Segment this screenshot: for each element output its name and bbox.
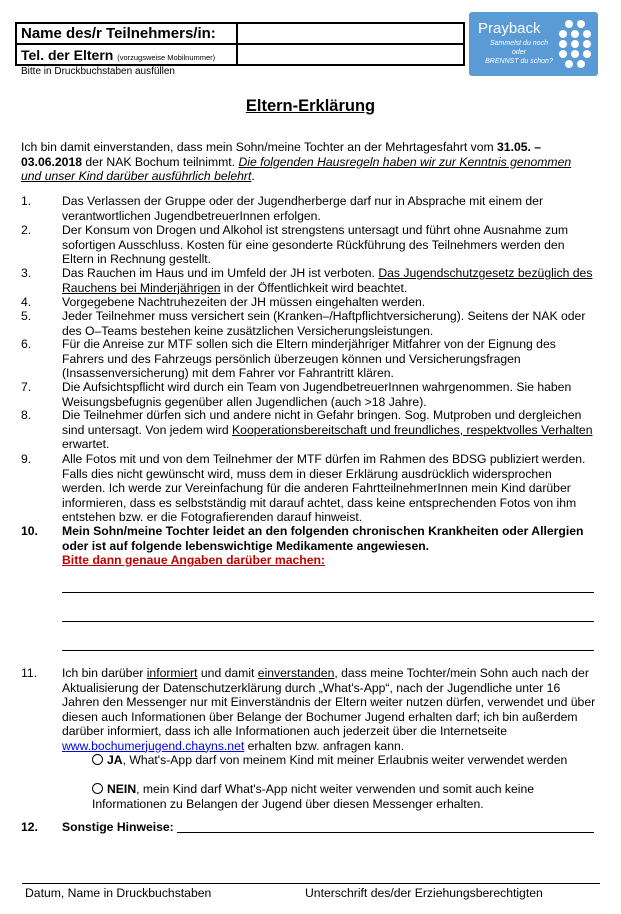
whatsapp-text-c: , dass meine Tochter/mein Sohn auch nach der Aktualisierung der Datenschutzerklärung durch „What's-App“, nach der Jugendliche unter 16 Jahren den Messenger nur mit Einverständnis der Eltern weiter nutzen dürfen, verwendet und über diesen auch Informationen über Belange der Bochumer Jugend erhalten darf; ich bin außerdem darüber informiert, dass ich alle Informationen auch jederzeit über die Internetseite: [62, 666, 596, 738]
rule-item-1: [21, 194, 596, 223]
rule-item-7: [21, 380, 596, 409]
rule-number: 6.: [21, 337, 32, 351]
intro-text-1: Ich bin damit einverstanden, dass mein Sohn/meine Tochter an der Mehrtagesfahrt vom: [21, 140, 498, 154]
no-label-bold: NEIN: [107, 782, 137, 796]
rule-text: Für die Anreise zur MTF sollen sich die Eltern minderjähriger Mitfahrer von der Eignung des Fahrers und des Fahrzeugs persönlich überzeugen können und Versicherungsfragen (Insassenversicherung) mit dem Fahrer vor Fahrantritt klären.: [62, 337, 556, 380]
document-title: Eltern-Erklärung: [245, 97, 376, 115]
option-yes[interactable]: [92, 753, 567, 768]
health-details-prompt: Bitte dann genaue Angaben darüber machen:: [62, 553, 325, 567]
rule-text: Der Konsum von Drogen und Alkohol ist strengstens untersagt und führt ohne Ausnahme zum sofortigen Ausschluss. Kosten für eine gesonderte Rückführung des Teilnehmers werden den Eltern in Rechnung gestellt.: [62, 223, 569, 266]
rule-number: 12.: [21, 820, 38, 834]
website-link[interactable]: www.bochumerjugend.chayns.net: [62, 738, 245, 753]
rule-number: 8.: [21, 408, 32, 422]
rule-text: [62, 266, 596, 295]
participant-name-field[interactable]: [237, 23, 464, 44]
logo-title: Prayback: [478, 20, 541, 37]
youth-protection-law-text: Das Jugendschutzgesetz bezüglich des Rauchens bei Minderjährigen: [62, 266, 593, 295]
rule-item-8: [21, 408, 596, 452]
rule-item-3: [21, 266, 596, 295]
rule-text-pre: Die Teilnehmer dürfen sich und andere nicht in Gefahr bringen. Sog. Mutproben und dergleichen sind untersagt. Von jedem wird: [62, 408, 582, 437]
rule-number: 3.: [21, 266, 32, 280]
no-label: , mein Kind darf What's-App nicht weiter verwenden und somit auch keine Informationen zu Belangen der Jugend über diesen Messenger erhalten.: [92, 782, 535, 811]
rule-text: Jeder Teilnehmer muss versichert sein (Kranken–/Haftpflichtversicherung). Seitens der NAK oder des O–Teams bestehen keine zusätzlichen Versicherungsleistungen.: [62, 309, 586, 338]
rule-number: 1.: [21, 194, 32, 208]
whatsapp-text-d: erhalten bzw. anfragen kann.: [244, 738, 405, 753]
rule-text-post: in der Öffentlichkeit wird beachtet.: [220, 280, 408, 295]
trip-dates: 31.05. – 03.06.2018: [21, 140, 542, 169]
logo-slogan-line1: Sammelst du noch: [490, 40, 548, 47]
rule-number: 4.: [21, 295, 32, 309]
yes-label: , What's-App darf von meinem Kind mit meiner Erlaubnis weiter verwendet werden: [122, 753, 568, 767]
health-details-line-3[interactable]: [62, 650, 594, 651]
rule-number: 5.: [21, 309, 32, 323]
rule-text-post: erwartet.: [62, 437, 110, 451]
parents-phone-hint: (vorzugsweise Mobilnummer): [117, 52, 216, 62]
rule-item-4: [21, 295, 596, 310]
rule-text: [62, 524, 596, 568]
date-name-label: Datum, Name in Druckbuchstaben: [25, 886, 212, 900]
parents-phone-label: [16, 44, 237, 65]
prayback-logo: [469, 12, 598, 76]
rule-item-11: [21, 666, 596, 753]
yes-radio[interactable]: [92, 754, 103, 765]
no-radio[interactable]: [92, 783, 103, 794]
rule-number: 9.: [21, 452, 32, 466]
other-notes-line[interactable]: [177, 832, 594, 833]
participant-name-label: Name des/r Teilnehmers/in:: [16, 23, 237, 44]
other-notes-label: Sonstige Hinweise:: [62, 820, 174, 834]
health-statement: Mein Sohn/meine Tochter leidet an den folgenden chronischen Krankheiten oder Allergien oder ist auf folgende lebenswichtige Medikamente angewiesen.: [62, 524, 584, 553]
house-rules-statement: Die folgenden Hausregeln haben wir zur Kenntnis genommen und unser Kind darüber ausführlich belehrt: [21, 154, 572, 183]
health-details-line-1[interactable]: [62, 592, 594, 593]
parents-phone-text: Tel. der Eltern: [21, 46, 114, 63]
whatsapp-text-b: und damit: [197, 666, 258, 680]
rule-number: 10.: [21, 524, 38, 538]
option-no[interactable]: [92, 782, 562, 811]
block-letters-note: Bitte in Druckbuchstaben ausfüllen: [21, 66, 175, 77]
dots-logo-icon: [558, 19, 592, 69]
logo-slogan-line3: BRENNST du schon?: [485, 58, 553, 65]
intro-paragraph: [21, 140, 591, 184]
intro-text-2: der NAK Bochum teilnimmt.: [82, 154, 239, 169]
rule-text-pre: Das Rauchen im Haus und im Umfeld der JH ist verboten.: [62, 266, 379, 280]
rule-item-5: [21, 309, 596, 338]
rule-number: 11.: [21, 666, 38, 680]
health-details-line-2[interactable]: [62, 621, 594, 622]
agreed-text: einverstanden: [257, 666, 335, 680]
yes-label-bold: JA: [107, 753, 123, 767]
signature-label: Unterschrift des/der Erziehungsberechtigten: [305, 886, 543, 900]
rule-item-9: [21, 452, 596, 525]
rule-item-2: [21, 223, 596, 267]
informed-text: informiert: [146, 666, 198, 680]
logo-slogan-line2: oder: [511, 49, 526, 56]
rule-text: Die Aufsichtspflicht wird durch ein Team von JugendbetreuerInnen wahrgenommen. Sie haben Weisungsbefugnis gegenüber allen Jugendlichen (auch >18 Jahre).: [62, 380, 572, 409]
intro-end: .: [251, 169, 255, 183]
signature-line[interactable]: [22, 883, 600, 884]
rule-item-6: [21, 337, 596, 381]
rule-number: 7.: [21, 380, 32, 394]
cooperation-text: Kooperationsbereitschaft und freundliches, respektvolles Verhalten: [232, 422, 593, 437]
rule-text: Vorgegebene Nachtruhezeiten der JH müssen eingehalten werden.: [62, 295, 426, 309]
rule-text: [62, 408, 596, 452]
participant-info-table: [15, 22, 465, 66]
parents-phone-field[interactable]: [237, 44, 464, 65]
rule-text: [62, 666, 596, 753]
rule-text: Alle Fotos mit und von dem Teilnehmer der MTF dürfen im Rahmen des BDSG publiziert werden. Falls dies nicht gewünscht wird, muss dem in dieser Erklärung ausdrücklich widersprochen werden. Ich werde zur Vereinfachung für die anderen FahrtteilnehmerInnen mein Kind darüber informieren, dass es selbstständig mit darauf achtet, dass keine entsprechenden Fotos von ihm entstehen bzw. er die Fotografierenden darauf hinweist.: [62, 452, 586, 524]
logo-slogan: [480, 39, 558, 66]
rule-item-10: [21, 524, 596, 568]
rule-text: Das Verlassen der Gruppe oder der Jugendherberge darf nur in Absprache mit einem der verantwortlichen JugendbetreuerInnen erfolgen.: [62, 194, 544, 223]
rule-number: 2.: [21, 223, 32, 237]
whatsapp-text-a: Ich bin darüber: [62, 666, 147, 680]
